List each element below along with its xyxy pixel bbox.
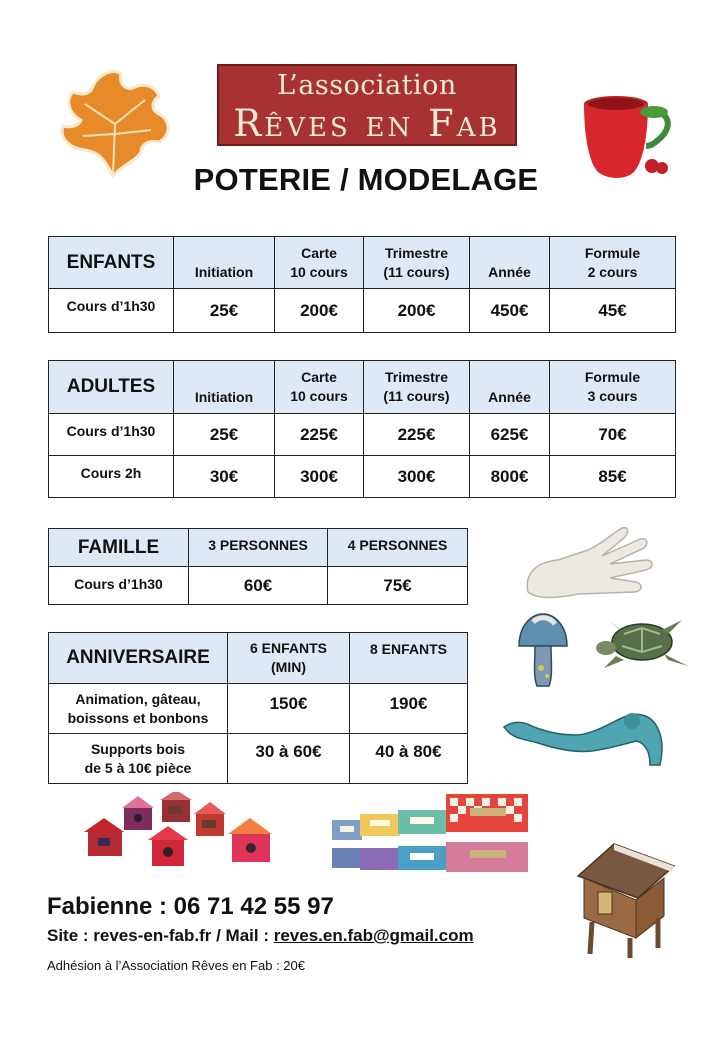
- price-cell: 25€: [174, 289, 275, 333]
- row-label: Cours 2h: [49, 456, 174, 498]
- price-cell: 225€: [364, 414, 470, 456]
- birdhouses-icon: [82, 792, 277, 872]
- famille-price-table: [48, 528, 468, 605]
- column-header: Carte 10 cours: [275, 361, 364, 414]
- column-header: Carte 10 cours: [275, 237, 364, 289]
- adultes-category: ADULTES: [49, 361, 174, 414]
- price-cell: 450€: [470, 289, 550, 333]
- logo-line-2: Rêves en Fab: [233, 102, 501, 145]
- price-cell: 190€: [350, 684, 468, 734]
- logo-line-1: L’association: [277, 70, 457, 101]
- price-cell: 625€: [470, 414, 550, 456]
- contact-site-mail: [47, 926, 474, 946]
- price-cell: 200€: [275, 289, 364, 333]
- reclining-figure-icon: [500, 705, 670, 771]
- red-mug-icon: [578, 92, 678, 182]
- row-label: Supports bois de 5 à 10€ pièce: [49, 734, 228, 784]
- column-header: Formule 3 cours: [550, 361, 676, 414]
- enfants-price-table: [48, 236, 676, 333]
- price-cell: 25€: [174, 414, 275, 456]
- famille-category: FAMILLE: [49, 529, 189, 567]
- price-cell: 70€: [550, 414, 676, 456]
- price-cell: 225€: [275, 414, 364, 456]
- column-header: 8 ENFANTS: [350, 633, 468, 684]
- price-cell: 40 à 80€: [350, 734, 468, 784]
- association-logo: [217, 64, 517, 146]
- price-cell: 300€: [364, 456, 470, 498]
- turtle-figurine-icon: [594, 612, 694, 672]
- mushroom-figurine-icon: [515, 612, 571, 690]
- price-cell: 60€: [189, 567, 328, 605]
- price-cell: 30€: [174, 456, 275, 498]
- fig-leaf-icon: [55, 64, 175, 182]
- price-cell: 300€: [275, 456, 364, 498]
- price-cell: 45€: [550, 289, 676, 333]
- column-header: Initiation: [174, 361, 275, 414]
- column-header: Formule 2 cours: [550, 237, 676, 289]
- price-cell: 75€: [328, 567, 468, 605]
- column-header: Année: [470, 237, 550, 289]
- price-cell: 800€: [470, 456, 550, 498]
- enfants-category: ENFANTS: [49, 237, 174, 289]
- mosaic-boxes-icon: [330, 790, 532, 874]
- column-header: Trimestre (11 cours): [364, 237, 470, 289]
- column-header: Trimestre (11 cours): [364, 361, 470, 414]
- page-title: POTERIE / MODELAGE: [193, 162, 539, 197]
- ceramic-hand-icon: [518, 522, 658, 602]
- column-header: 3 PERSONNES: [189, 529, 328, 567]
- row-label: Cours d’1h30: [49, 567, 189, 605]
- site-label: Site : reves-en-fab.fr / Mail :: [47, 926, 274, 945]
- column-header: 6 ENFANTS (MIN): [228, 633, 350, 684]
- email-link[interactable]: reves.en.fab@gmail.com: [273, 926, 474, 945]
- wooden-birdhouse-icon: [574, 842, 678, 960]
- row-label: Cours d’1h30: [49, 289, 174, 333]
- anniversaire-category: ANNIVERSAIRE: [49, 633, 228, 684]
- column-header: Année: [470, 361, 550, 414]
- price-cell: 150€: [228, 684, 350, 734]
- adultes-price-table: [48, 360, 676, 498]
- anniversaire-price-table: [48, 632, 468, 784]
- contact-name-phone: Fabienne : 06 71 42 55 97: [47, 893, 334, 920]
- price-cell: 85€: [550, 456, 676, 498]
- price-cell: 30 à 60€: [228, 734, 350, 784]
- membership-note: Adhésion à l’Association Rêves en Fab : 20€: [47, 958, 305, 973]
- column-header: Initiation: [174, 237, 275, 289]
- price-cell: 200€: [364, 289, 470, 333]
- row-label: Animation, gâteau, boissons et bonbons: [49, 684, 228, 734]
- row-label: Cours d’1h30: [49, 414, 174, 456]
- column-header: 4 PERSONNES: [328, 529, 468, 567]
